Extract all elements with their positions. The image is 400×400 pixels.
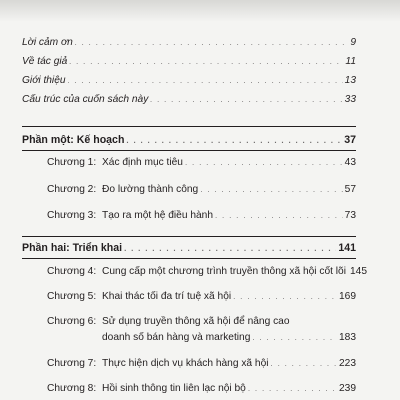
- toc-chapter-8: [22, 383, 356, 395]
- toc-page-number: 141: [338, 242, 356, 254]
- chapter-title: Khai thác tối đa trí tuệ xã hội: [102, 291, 232, 302]
- dot-leader: [233, 291, 337, 303]
- toc-page-number: 73: [344, 210, 356, 221]
- chapter-label: [22, 291, 231, 303]
- toc-entry-book-structure: [22, 94, 356, 106]
- toc-chapter-3: [22, 210, 356, 222]
- dot-leader: [271, 358, 337, 370]
- part-title: Phần hai: Triển khai: [22, 242, 123, 254]
- chapter-label: [22, 266, 346, 278]
- toc-page-number: 239: [339, 383, 356, 394]
- chapter-number: Chương 2:: [47, 184, 97, 195]
- chapter-title: Thực hiện dịch vụ khách hàng xã hội: [102, 358, 269, 369]
- part-title: Phần một: Kế hoạch: [22, 134, 125, 146]
- chapter-label: [22, 210, 213, 222]
- toc-chapter-2: [22, 184, 356, 196]
- section-rule: [22, 258, 356, 259]
- chapter-title: Tạo ra một hệ điều hành: [102, 210, 214, 221]
- toc-page-number: 13: [344, 75, 356, 86]
- toc-page-number: 9: [350, 37, 356, 48]
- toc-entry-about-author: [22, 56, 356, 68]
- toc-entry-label: Về tác giả: [22, 56, 68, 67]
- chapter-label: [22, 184, 198, 196]
- chapter-number: Chương 8:: [47, 383, 97, 394]
- toc-page-number: 33: [344, 94, 356, 105]
- toc-chapter-4: [22, 266, 367, 278]
- chapter-label: [22, 358, 269, 370]
- chapter-number: Chương 7:: [47, 358, 97, 369]
- toc-part-one: [22, 134, 356, 147]
- section-rule: [22, 236, 356, 237]
- toc-page-number: 183: [339, 332, 356, 343]
- page-bleed-header: [0, 0, 400, 22]
- toc-chapter-6-continued: [102, 332, 356, 344]
- toc-chapter-6: [22, 316, 356, 328]
- toc-entry-label: Lời cảm ơn: [22, 37, 73, 48]
- chapter-title: Sử dụng truyền thông xã hội để nâng cao: [102, 316, 290, 327]
- dot-leader: [150, 94, 342, 106]
- dot-leader: [126, 135, 342, 147]
- toc-entry-label: Cấu trúc của cuốn sách này: [22, 94, 149, 105]
- toc-part-two: [22, 242, 356, 255]
- section-rule: [22, 150, 356, 151]
- toc-page-number: 57: [344, 184, 356, 195]
- dot-leader: [124, 243, 336, 255]
- toc-chapter-5: [22, 291, 356, 303]
- chapter-number: Chương 1:: [47, 157, 97, 168]
- toc-chapter-7: [22, 358, 356, 370]
- chapter-title: Cung cấp một chương trình truyền thông xã hội cốt lõi: [102, 266, 346, 277]
- toc-page-number: 43: [344, 157, 356, 168]
- toc-entry-label: Giới thiệu: [22, 75, 66, 86]
- toc-entry-introduction: [22, 75, 356, 87]
- toc-entry-acknowledgements: [22, 37, 356, 49]
- chapter-number: Chương 5:: [47, 291, 97, 302]
- toc-chapter-1: [22, 157, 356, 169]
- chapter-label: [22, 316, 290, 328]
- chapter-title-continued: doanh số bán hàng và marketing: [102, 332, 251, 343]
- dot-leader: [248, 383, 337, 395]
- chapter-number: Chương 6:: [47, 316, 97, 327]
- dot-leader: [68, 75, 343, 87]
- toc-page-number: 169: [339, 291, 356, 302]
- chapter-title: Xác định mục tiêu: [102, 157, 183, 168]
- section-rule: [22, 126, 356, 127]
- chapter-number: Chương 3:: [47, 210, 97, 221]
- toc-page-number: 37: [344, 134, 356, 146]
- dot-leader: [75, 37, 349, 49]
- toc-page-number: 145: [350, 266, 367, 277]
- dot-leader: [252, 332, 337, 344]
- dot-leader: [69, 56, 343, 68]
- chapter-title: Đo lường thành công: [102, 184, 199, 195]
- dot-leader: [215, 210, 343, 222]
- dot-leader: [200, 184, 342, 196]
- chapter-number: Chương 4:: [47, 266, 97, 277]
- chapter-label: [22, 157, 183, 169]
- chapter-title: Hồi sinh thông tin liên lạc nội bộ: [102, 383, 246, 394]
- chapter-label: [22, 383, 246, 395]
- dot-leader: [185, 157, 343, 169]
- toc-page-number: 11: [345, 56, 356, 67]
- toc-page-number: 223: [339, 358, 356, 369]
